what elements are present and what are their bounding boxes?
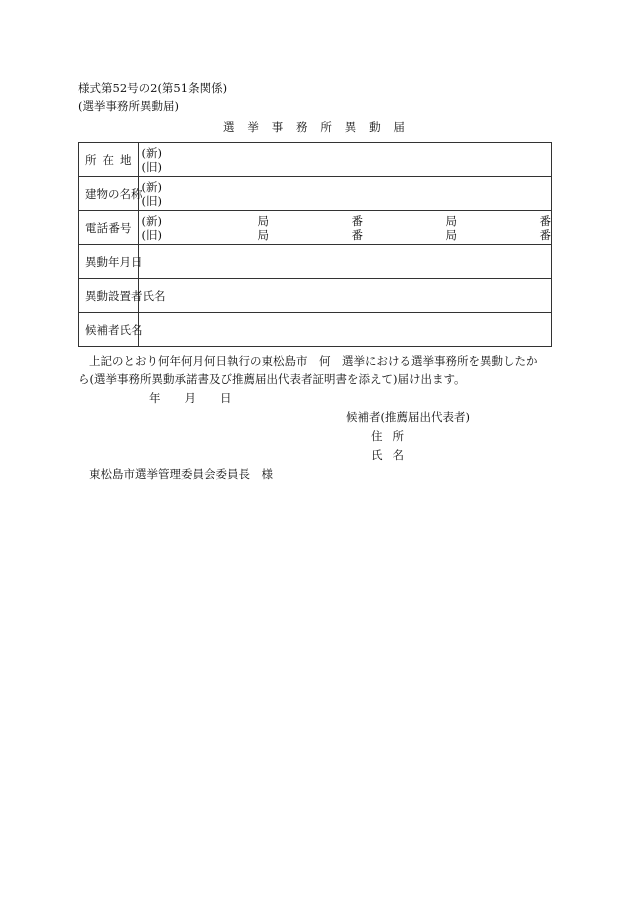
address-label: 住 所 <box>371 429 404 443</box>
building-name-old: (旧) <box>141 193 162 208</box>
change-date-label: 異 動 年 月 日 <box>79 245 139 279</box>
name-label: 氏 名 <box>371 448 404 462</box>
submission-date: 年 月 日 <box>149 391 232 405</box>
installer-name-field[interactable] <box>138 279 551 313</box>
phone-number-label: 電 話 番 号 <box>79 211 139 245</box>
change-date-field[interactable] <box>138 245 551 279</box>
body-paragraph-line-1: 上記のとおり何年何月何日執行の東松島市 何 選挙における選挙事務所を異動したか <box>89 354 538 368</box>
table-row <box>79 245 552 279</box>
table-row <box>79 211 552 245</box>
phone-old: (旧) 局 番 局 番 <box>141 227 551 242</box>
building-name-new: (新) <box>141 179 162 194</box>
candidate-signature-label: 候補者(推薦届出代表者) <box>346 410 470 424</box>
location-new: (新) <box>141 145 162 160</box>
body-paragraph-line-2: ら(選挙事務所異動承諾書及び推薦届出代表者証明書を添えて)届け出ます。 <box>78 372 466 386</box>
form-subtitle: (選挙事務所異動届) <box>78 99 179 113</box>
location-field[interactable] <box>138 143 551 177</box>
building-name-field[interactable] <box>138 177 551 211</box>
notification-table <box>78 142 552 347</box>
candidate-name-label: 候 補 者 氏 名 <box>79 313 139 347</box>
table-row <box>79 143 552 177</box>
addressee: 東松島市選挙管理委員会委員長 様 <box>89 467 273 481</box>
phone-new: (新) 局 番 局 番 <box>141 213 551 228</box>
location-label: 所 在 地 <box>79 143 139 177</box>
location-old: (旧) <box>141 159 162 174</box>
table-row <box>79 177 552 211</box>
table-row <box>79 279 552 313</box>
document-title: 選 挙 事 務 所 異 動 届 <box>223 120 405 134</box>
form-number: 様式第52号の2(第51条関係) <box>78 81 228 95</box>
candidate-name-field[interactable] <box>138 313 551 347</box>
phone-number-field[interactable] <box>138 211 551 245</box>
table-row <box>79 313 552 347</box>
installer-name-label: 異 動 設 置 者 氏 名 <box>79 279 139 313</box>
building-name-label: 建 物 の 名 称 <box>79 177 139 211</box>
